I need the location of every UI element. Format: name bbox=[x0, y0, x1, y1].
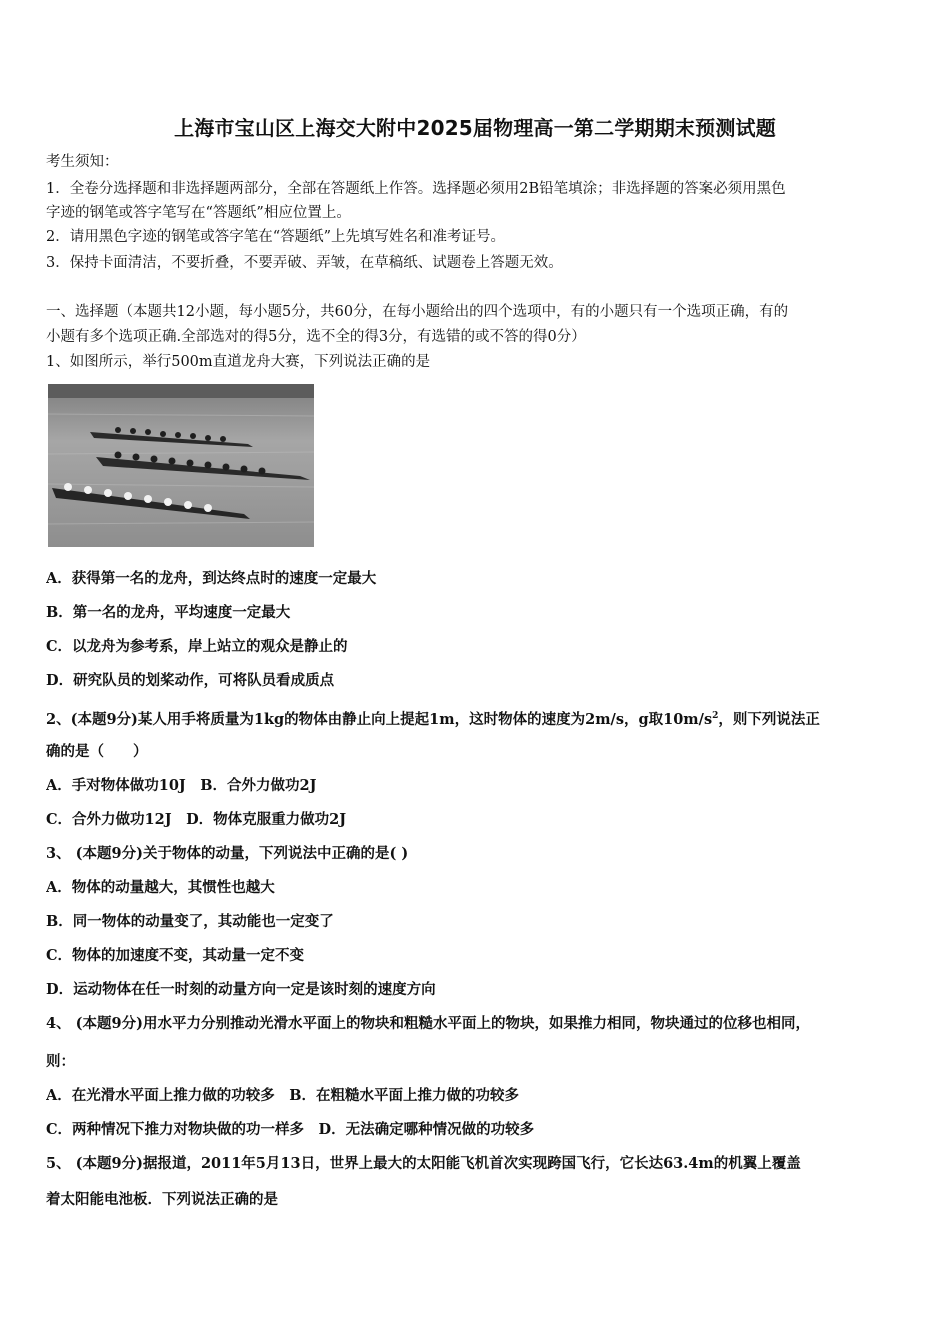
question-4-stem-cont: 则： bbox=[46, 1053, 75, 1070]
question-5-stem-cont: 着太阳能电池板．下列说法正确的是 bbox=[46, 1191, 278, 1208]
question-5-stem: 5、 (本题9分)据报道，2011年5月13日，世界上最大的太阳能飞机首次实现跨国飞行，它长达63.4m的机翼上覆盖 bbox=[46, 1155, 801, 1172]
notice-item: 1．全卷分选择题和非选择题两部分，全部在答题纸上作答。选择题必须用2B铅笔填涂；非选择题的答案必须用黑色 bbox=[46, 181, 786, 197]
section-instructions: 一、选择题（本题共12小题，每小题5分，共60分，在每小题给出的四个选项中，有的小题只有一个选项正确，有的 bbox=[46, 304, 789, 320]
question-3-option-c: C．物体的加速度不变，其动量一定不变 bbox=[46, 947, 305, 964]
question-1-option-a: A．获得第一名的龙舟，到达终点时的速度一定最大 bbox=[46, 570, 377, 587]
question-2-stem-main: 2、(本题9分)某人用手将质量为1kg的物体由静止向上提起1m，这时物体的速度为2m/s，g取10m/s bbox=[46, 710, 713, 728]
notice-heading: 考生须知： bbox=[46, 154, 119, 170]
notice-item: 3．保持卡面清洁，不要折叠，不要弄破、弄皱，在草稿纸、试题卷上答题无效。 bbox=[46, 255, 563, 271]
question-3-option-a: A．物体的动量越大，其惯性也越大 bbox=[46, 879, 275, 896]
page-title: 上海市宝山区上海交大附中2025届物理高一第二学期期末预测试题 bbox=[174, 116, 776, 140]
notice-item: 2．请用黑色字迹的钢笔或答字笔在“答题纸”上先填写姓名和准考证号。 bbox=[46, 229, 506, 245]
question-1-option-b: B．第一名的龙舟，平均速度一定最大 bbox=[46, 604, 291, 621]
question-1-stem: 1、如图所示，举行500m直道龙舟大赛，下列说法正确的是 bbox=[46, 354, 431, 370]
question-2-stem-tail: ，则下列说法正 bbox=[718, 710, 820, 728]
superscript: 2 bbox=[712, 711, 719, 721]
question-1-option-d: D．研究队员的划桨动作，可将队员看成质点 bbox=[46, 672, 335, 689]
section-instructions: 小题有多个选项正确.全部选对的得5分，选不全的得3分，有选错的或不答的得0分） bbox=[46, 329, 586, 345]
dragon-boat-photo bbox=[48, 384, 314, 547]
question-3-option-d: D．运动物体在任一时刻的动量方向一定是该时刻的速度方向 bbox=[46, 981, 436, 998]
question-2-stem-cont: 确的是（ ） bbox=[46, 743, 148, 760]
question-2-stem bbox=[46, 707, 916, 729]
question-4-options-ab: A．在光滑水平面上推力做的功较多 B．在粗糙水平面上推力做的功较多 bbox=[46, 1087, 520, 1104]
question-3-stem: 3、 (本题9分)关于物体的动量，下列说法中正确的是( ) bbox=[46, 845, 409, 862]
question-3-option-b: B．同一物体的动量变了，其动能也一定变了 bbox=[46, 913, 334, 930]
question-2-options-cd: C．合外力做功12J D．物体克服重力做功2J bbox=[46, 811, 347, 828]
notice-item: 字迹的钢笔或答字笔写在“答题纸”相应位置上。 bbox=[46, 205, 351, 221]
question-2-options-ab: A．手对物体做功10J B．合外力做功2J bbox=[46, 777, 317, 794]
question-1-option-c: C．以龙舟为参考系，岸上站立的观众是静止的 bbox=[46, 638, 348, 655]
question-4-options-cd: C．两种情况下推力对物块做的功一样多 D．无法确定哪种情况做的功较多 bbox=[46, 1121, 535, 1138]
question-4-stem: 4、 (本题9分)用水平力分别推动光滑水平面上的物块和粗糙水平面上的物块，如果推力相同，物块通过的位移也相同， bbox=[46, 1015, 810, 1032]
